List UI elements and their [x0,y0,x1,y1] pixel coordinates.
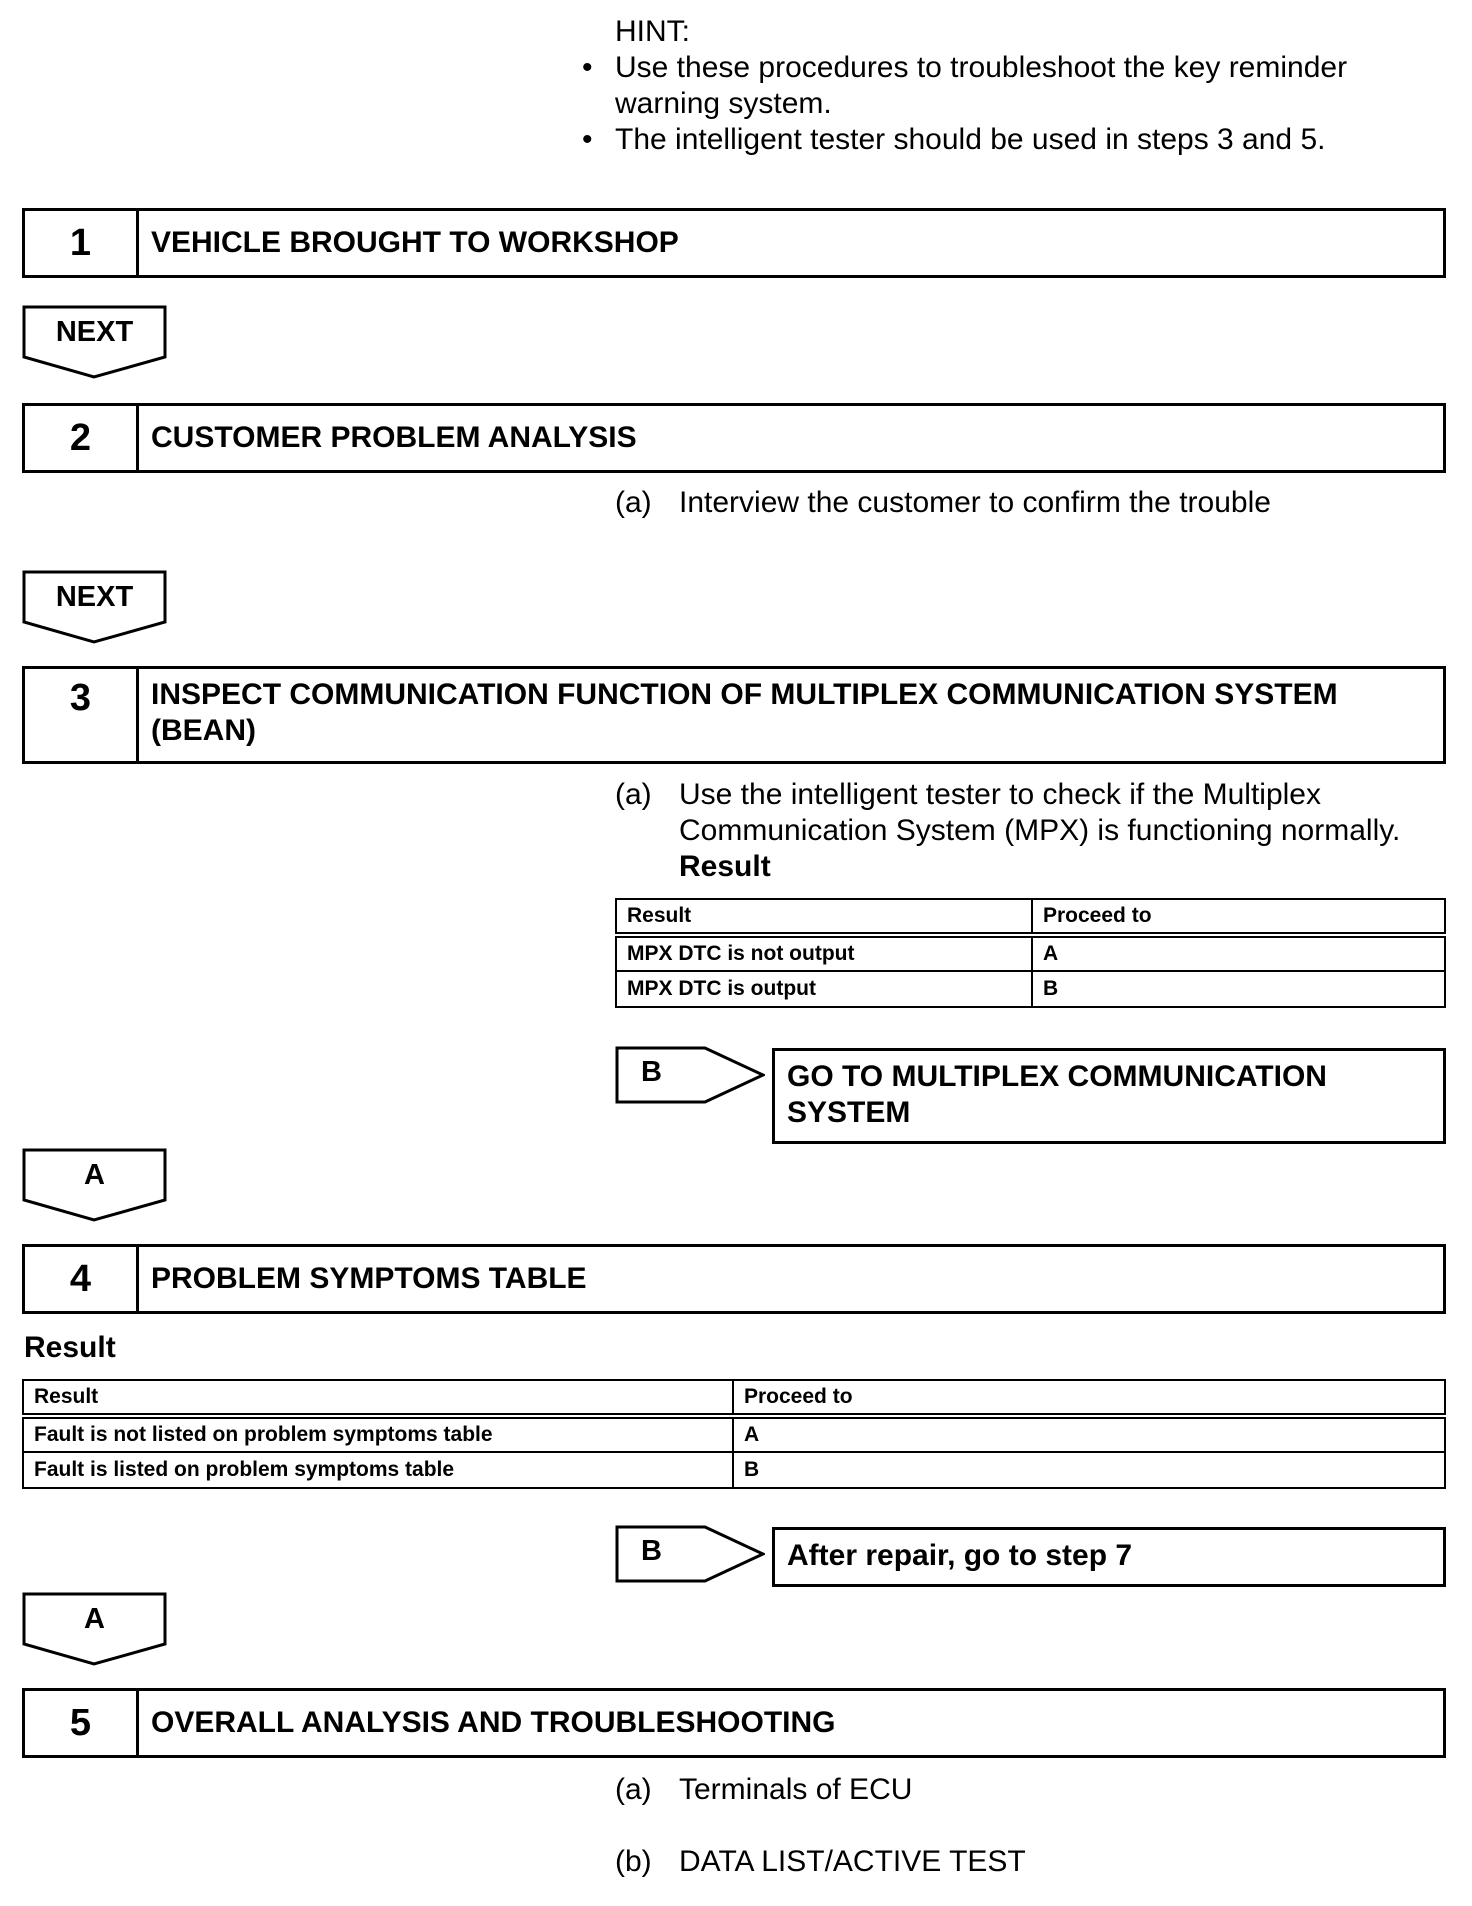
step-title: CUSTOMER PROBLEM ANALYSIS [151,421,637,454]
hint-label: HINT: [615,15,690,48]
table-cell: MPX DTC is not output [616,935,1032,971]
item-tag: (a) [615,1773,652,1806]
step-2-header [22,403,1446,473]
branch-b-action: GO TO MULTIPLEX COMMUNICATION SYSTEM [772,1048,1446,1144]
table-cell: Fault is listed on problem symptoms table [23,1452,733,1488]
branch-b-flag [615,1525,765,1583]
table-header-row [616,899,1445,935]
table-cell: MPX DTC is output [616,971,1032,1007]
next-arrow [22,305,167,379]
table-row [616,971,1445,1007]
step-4-header [22,1244,1446,1314]
step-1-header [22,208,1446,278]
next-arrow [22,570,167,644]
step-number: 2 [25,406,139,470]
table-cell: A [733,1416,1445,1452]
table-header-cell: Result [23,1380,733,1416]
step-3-header [22,666,1446,764]
bullet-icon: • [582,123,593,156]
a-label: A [84,1159,105,1191]
table-header-row [23,1380,1445,1416]
item-tag: (b) [615,1845,652,1878]
hint-item [582,122,1435,158]
result-heading: Result [679,850,771,883]
table-cell: Fault is not listed on problem symptoms table [23,1416,733,1452]
item-text: Interview the customer to confirm the trouble [679,486,1271,519]
item-text: Use the intelligent tester to check if the Multiplex Communication System (MPX) is functioning normally. [679,778,1401,847]
a-arrow [22,1592,167,1666]
branch-b-action: After repair, go to step 7 [772,1527,1446,1587]
item-text: Terminals of ECU [679,1773,913,1806]
branch-label: B [641,1535,662,1567]
step-number: 1 [25,211,139,275]
step-3-result-table [615,898,1446,1008]
hint-text: The intelligent tester should be used in steps 3 and 5. [615,123,1326,156]
step-5-header [22,1688,1446,1758]
step-number: 3 [25,669,139,761]
result-heading: Result [24,1331,116,1364]
table-header-cell: Result [616,899,1032,935]
next-label: NEXT [55,316,134,348]
table-row [23,1452,1445,1488]
step-4-result-table [22,1379,1446,1489]
step-number: 5 [25,1691,139,1755]
step-title: OVERALL ANALYSIS AND TROUBLESHOOTING [151,1706,836,1739]
step-number: 4 [25,1247,139,1311]
table-row [616,935,1445,971]
step-title: INSPECT COMMUNICATION FUNCTION OF MULTIPLEX COMMUNICATION SYSTEM (BEAN) [151,678,1338,747]
item-text: DATA LIST/ACTIVE TEST [679,1845,1026,1878]
table-header-cell: Proceed to [733,1380,1445,1416]
branch-arrow-icon [615,1525,765,1583]
item-tag: (a) [615,486,652,519]
table-cell: B [733,1452,1445,1488]
hint-text: Use these procedures to troubleshoot the key reminder warning system. [615,51,1348,120]
a-label: A [84,1603,105,1635]
branch-label: B [641,1056,662,1088]
step-title: VEHICLE BROUGHT TO WORKSHOP [151,226,679,259]
step-title: PROBLEM SYMPTOMS TABLE [151,1262,587,1295]
branch-b-flag [615,1046,765,1104]
table-header-cell: Proceed to [1032,899,1445,935]
branch-arrow-icon [615,1046,765,1104]
table-cell: B [1032,971,1445,1007]
hint-item [582,50,1435,122]
table-row [23,1416,1445,1452]
bullet-icon: • [582,51,593,84]
next-label: NEXT [55,581,134,613]
a-arrow [22,1148,167,1222]
item-tag: (a) [615,778,652,811]
table-cell: A [1032,935,1445,971]
